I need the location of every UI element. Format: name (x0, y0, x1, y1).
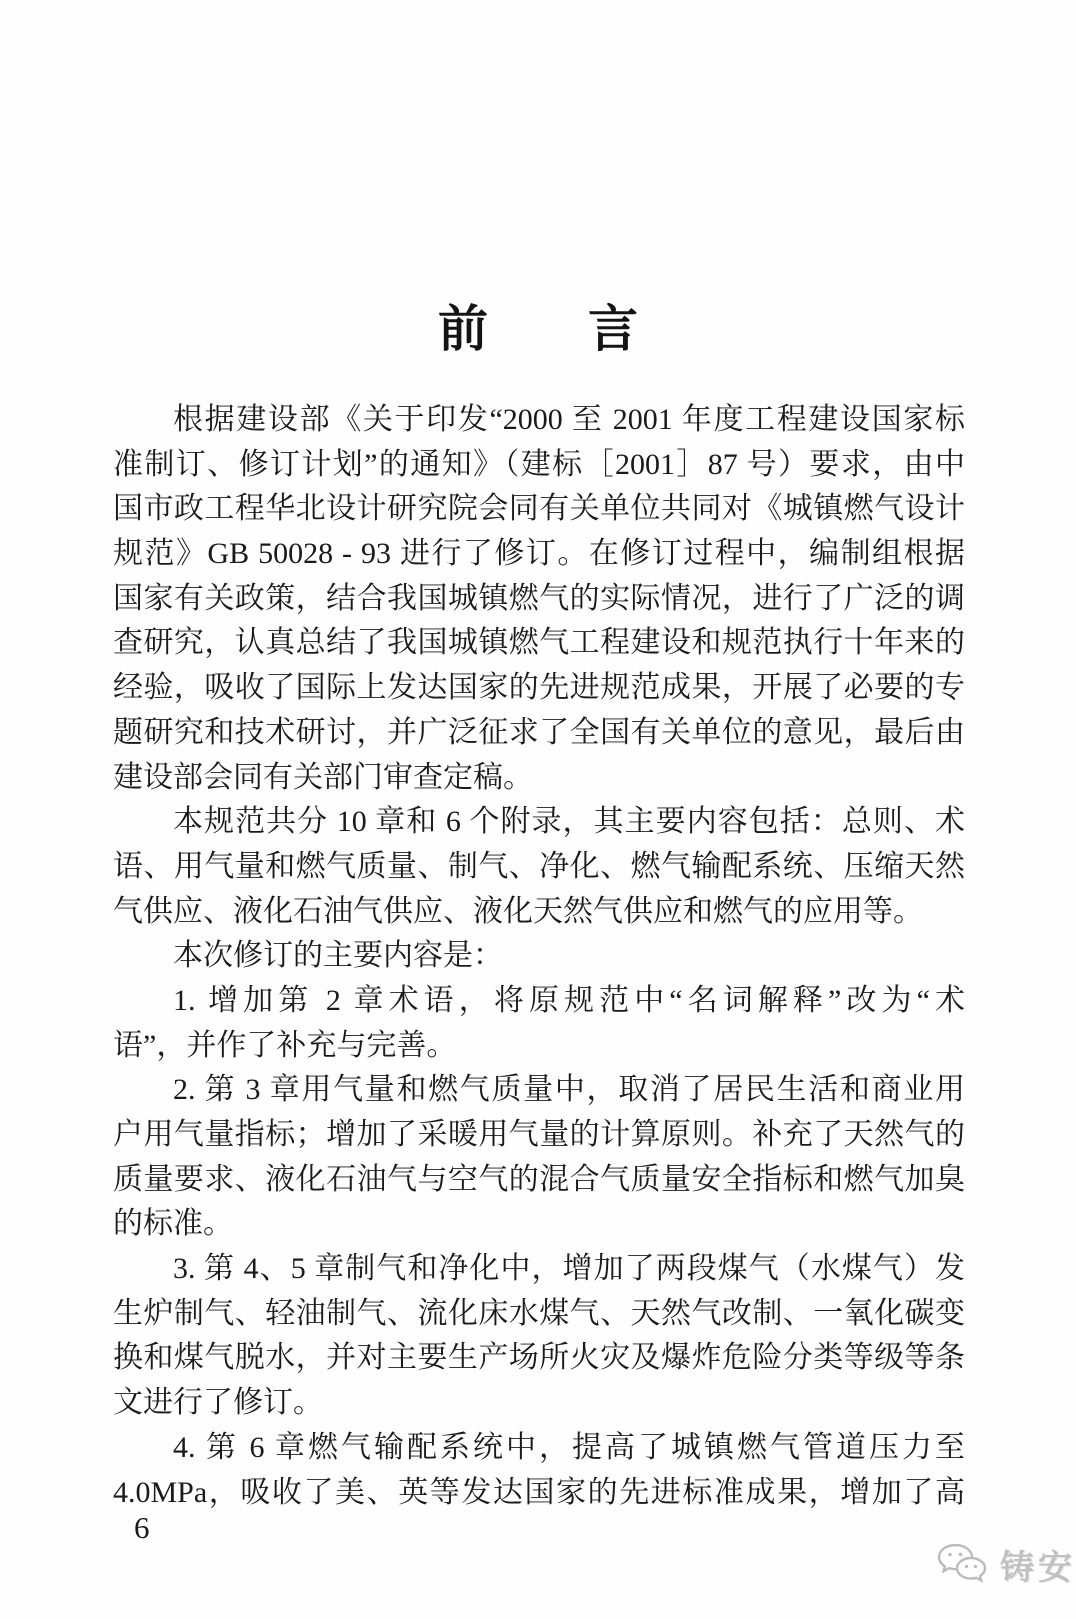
text-line: 根据建设部《关于印发“2000 至 2001 年度工程建设国家标 (173, 403, 965, 436)
text-line: 质量要求、液化石油气与空气的混合气质量安全指标和燃气加臭 (113, 1162, 965, 1196)
text-line: 规范》GB 50028 - 93 进行了修订。在修订过程中，编制组根据 (113, 537, 965, 571)
text-line: 本规范共分 10 章和 6 个附录，其主要内容包括：总则、术 (173, 805, 965, 839)
text-line: 国市政工程华北设计研究院会同有关单位共同对《城镇燃气设计 (113, 492, 965, 526)
watermark-label: 铸安 (1000, 1550, 1076, 1587)
text-line: 户用气量指标；增加了采暖用气量的计算原则。补充了天然气的 (113, 1118, 965, 1151)
text-line: 准制订、修订计划”的通知》（建标［2001］87 号）要求，由中 (113, 447, 965, 481)
page-title-char-2: 言 (588, 301, 638, 357)
watermark (936, 1540, 1076, 1589)
text-line: 气供应、液化石油气供应、液化天然气供应和燃气的应用等。 (113, 894, 923, 928)
page-title-char-1: 前 (438, 301, 488, 357)
text-line: 本次修订的主要内容是： (173, 939, 503, 973)
text-line: 查研究，认真总结了我国城镇燃气工程建设和规范执行十年来的 (113, 626, 965, 660)
page-number: 6 (134, 1510, 150, 1545)
text-line: 题研究和技术研讨，并广泛征求了全国有关单位的意见，最后由 (113, 715, 965, 749)
wechat-bubbles-icon (936, 1541, 988, 1589)
text-line: 语”，并作了补充与完善。 (113, 1028, 457, 1062)
text-line: 语、用气量和燃气质量、制气、净化、燃气输配系统、压缩天然 (113, 849, 965, 883)
text-line: 3. 第 4、5 章制气和净化中，增加了两段煤气（水煤气）发 (173, 1252, 965, 1286)
text-line: 文进行了修订。 (113, 1386, 323, 1420)
text-line: 建设部会同有关部门审查定稿。 (113, 760, 533, 794)
text-line: 经验，吸收了国际上发达国家的先进规范成果，开展了必要的专 (113, 671, 965, 705)
text-line: 4.0MPa，吸收了美、英等发达国家的先进标准成果，增加了高 (113, 1475, 965, 1509)
text-line: 生炉制气、轻油制气、流化床水煤气、天然气改制、一氧化碳变 (113, 1296, 965, 1330)
text-line: 2. 第 3 章用气量和燃气质量中，取消了居民生活和商业用 (173, 1073, 965, 1107)
text-line: 的标准。 (113, 1207, 233, 1241)
text-line: 4. 第 6 章燃气输配系统中，提高了城镇燃气管道压力至 (173, 1430, 965, 1464)
text-line: 换和煤气脱水，并对主要生产场所火灾及爆炸危险分类等级等条 (113, 1341, 965, 1375)
page-title (0, 0, 1076, 362)
text-line: 1. 增加第 2 章术语，将原规范中“名词解释”改为“术 (173, 983, 965, 1017)
document-body (113, 398, 965, 1515)
text-line: 国家有关政策，结合我国城镇燃气的实际情况，进行了广泛的调 (113, 581, 965, 615)
